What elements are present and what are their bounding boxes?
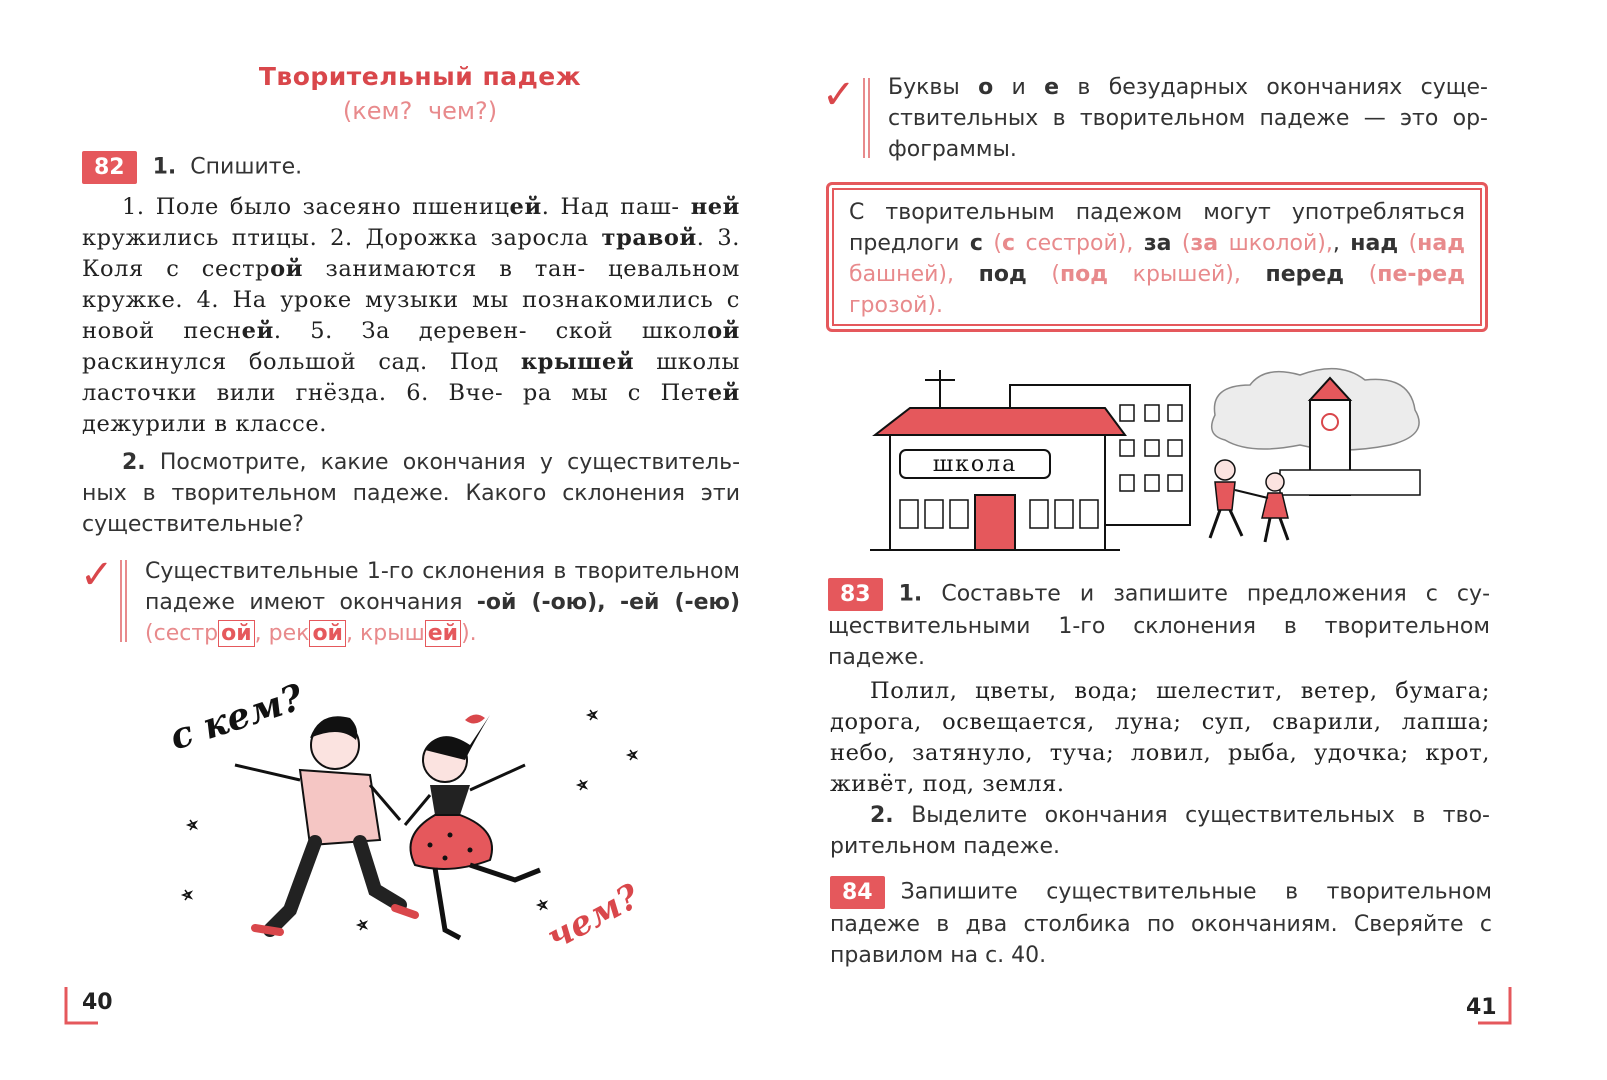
rule-endings: Существительные 1-го склонения в творительном падеже имеют окончания -ой (-ою), -ей (-ею) (сестр ой , рек ой , крыш ей ).: [145, 559, 740, 646]
caption-with-whom: с кем?: [164, 676, 309, 759]
exercise-82-text: 1. Поле было засеяно пшеницей. Над паш- ней кружились птицы. 2. Дорожка заросла травой. 3. Коля с сестрой занимаются в тан- цевальном кружке. 4. На уроке музыки мы познакомились с новой песней. 5. За деревен- ской школой раскинулся большой сад. Под крышей школы ласточки вили гнёзда. 6. Вче- ра мы с Петей дежурили в классе.: [82, 194, 740, 437]
exercise-83: [828, 578, 1490, 673]
exercise-82-header: [82, 151, 742, 184]
task-1-text: Составьте и запишите предложения с существительными 1-го склонения в творительном падеже.: [828, 581, 1491, 670]
task-1-number: 1.: [152, 154, 177, 180]
exercise-number-83: 83: [828, 578, 883, 611]
task-1-number: 1.: [898, 581, 923, 607]
exercise-83-task-2: 2. Выделите окончания существительных в творительном падеже.: [830, 803, 1490, 859]
left-page: [0, 0, 800, 1080]
ending-ei: -ей (-ею): [619, 590, 740, 615]
school-sign: школа: [932, 452, 1018, 477]
dancing-children-illustration: [160, 670, 660, 970]
boy-figure: [235, 716, 415, 932]
page-title: Творительный падеж: [258, 62, 582, 91]
right-page: [800, 0, 1607, 1080]
checkmark-icon: ✓: [80, 552, 114, 598]
exercise-number-82: 82: [82, 151, 137, 184]
rule-bar: [120, 560, 127, 642]
exercise-84-text: Запишите существительные в творительном падеже в два столбика по окончаниям. Сверяйте с правилом на с. 40.: [830, 879, 1492, 968]
checkmark-icon: ✓: [822, 72, 856, 118]
rule-bar: [863, 78, 870, 158]
school-illustration: [870, 360, 1460, 560]
exercise-83-words: Полил, цветы, вода; шелестит, ветер, бумага; дорога, освещается, луна; суп, сварили, лапша; небо, затянуло, туча; ловил, рыба, удочка; крот, живёт, под, земля.: [830, 678, 1490, 797]
page-number-left: 40: [82, 990, 113, 1015]
page-corner-right: [1476, 985, 1516, 1030]
page-subtitle: (кем? чем?): [342, 97, 498, 125]
task-2-number: 2.: [122, 450, 146, 475]
task-1-text: Спишите.: [190, 154, 303, 180]
page-number-right: 41: [1466, 995, 1497, 1020]
section-title: [160, 62, 680, 125]
prepositions-rule-box: С творительным падежом могут употребляться предлоги с (с сестрой), за (за школой),, над (над башней), под (под крышей), перед (пе-ред грозой).: [826, 182, 1488, 332]
girl-figure: [405, 714, 540, 938]
exercise-84: [830, 876, 1492, 971]
ending-oi: -ой (-ою),: [476, 590, 606, 615]
kids-walking: [1210, 460, 1288, 542]
caption-with-what: чем?: [540, 876, 646, 958]
rule-orthogram: Буквы о и е в безударных окончаниях существительных в творительном падеже — это орфограммы.: [888, 75, 1488, 162]
exercise-number-84: 84: [830, 876, 885, 909]
task-2-text: Посмотрите, какие окончания у существительных в творительном падеже. Какого склонения эти существительные?: [82, 450, 741, 537]
exercise-82-task-2: [82, 447, 740, 540]
